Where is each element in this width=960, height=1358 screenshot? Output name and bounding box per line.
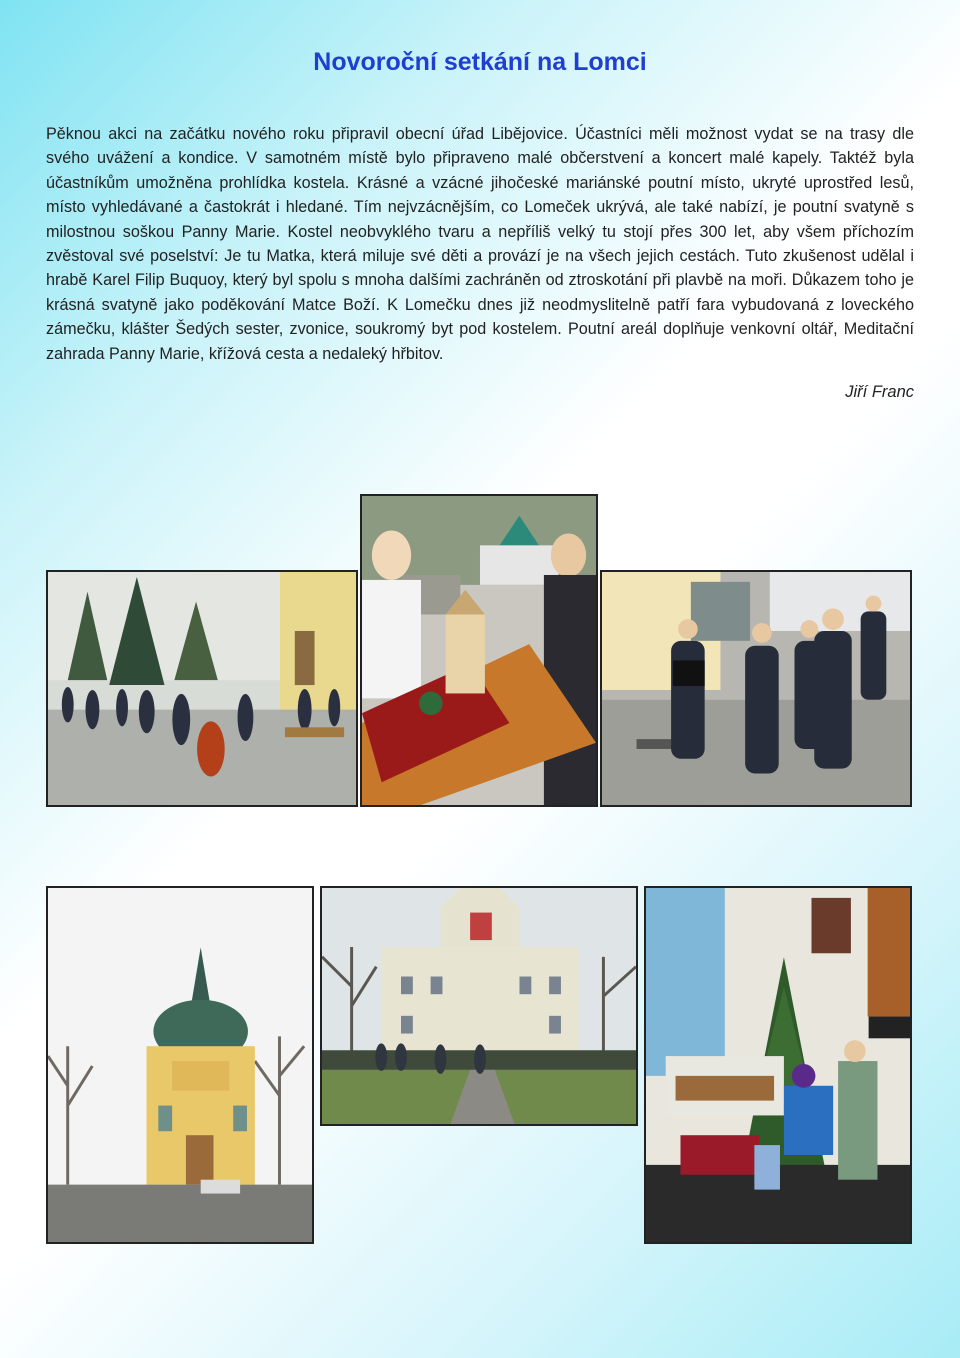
photo-band-musicians	[600, 570, 912, 807]
photo-refreshments-table	[360, 494, 598, 807]
article-author: Jiří Franc	[845, 383, 914, 401]
photo-church-interior	[644, 886, 912, 1244]
photo-monastery-facade	[320, 886, 638, 1126]
photo-church-exterior	[46, 886, 314, 1244]
photo-crowd-outdoors	[46, 570, 358, 807]
article-title: Novoroční setkání na Lomci	[313, 48, 647, 76]
article-body: Pěknou akci na začátku nového roku připravil obecní úřad Libějovice. Účastníci měli možnost vydat se na trasy dle svého uvážení a kondice. V samotném místě bylo připraveno malé občerstvení a koncert malé kapely. Taktéž byla účastníkům umožněna prohlídka kostela. Krásné a vzácné jihočeské mariánské poutní místo, ukryté uprostřed lesů, místo vyhledávané a častokrát i hledané. Tím nejvzácnějším, co Lomeček ukrývá, ale také nabízí, je poutní svatyně s milostnou soškou Panny Marie. Kostel neobvyklého tvaru a nepříliš velký tu stojí přes 300 let, aby všem příchozím zvěstoval své poselství: Je tu Matka, která miluje své děti a provází je na všech jejich cestách. Tuto zkušenost udělal i hrabě Karel Filip Buquoy, který byl spolu s mnoha dalšími zachráněn od ztroskotání při plavbě na moři. Důkazem toho je krásná svatyně jako poděkování Matce Boží. K Lomečku dnes již neodmyslitelně patří fara vybudovaná z loveckého zámečku, klášter Šedých sester, zvonice, soukromý byt pod kostelem. Poutní areál doplňuje venkovní oltář, Meditační zahrada Panny Marie, křížová cesta a nedaleký hřbitov.	[46, 125, 914, 363]
